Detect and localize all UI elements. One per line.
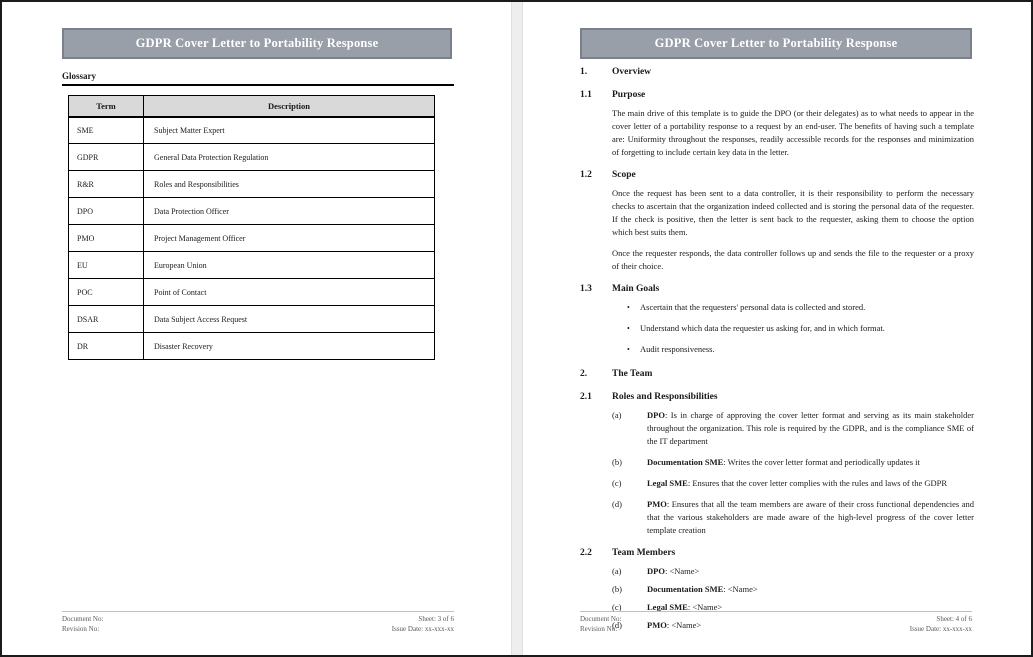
- page-gutter: [511, 2, 523, 655]
- list-item: [627, 301, 974, 314]
- page-sheet-3: [2, 2, 511, 655]
- member-value: : <Name>: [664, 566, 700, 576]
- list-item: [627, 343, 974, 356]
- role-label: Legal SME: [647, 478, 688, 488]
- role-text: : Is in charge of approving the cover letter format and serving as its main stakeholder throughout the organization. This role is required by the GDPR, and is the compliance SME of the IT department: [647, 410, 974, 446]
- document-title: GDPR Cover Letter to Portability Response: [135, 36, 379, 50]
- member-item-dpo: [612, 565, 974, 578]
- footer-issue-date: Issue Date: xx-xxx-xx: [909, 625, 972, 633]
- term-cell: DR: [69, 333, 144, 360]
- list-item: [627, 322, 974, 335]
- section-heading-scope: [580, 169, 974, 182]
- section-heading-the-team: [580, 368, 974, 381]
- section-number: 2.1: [580, 392, 592, 402]
- list-marker: (c): [612, 602, 622, 612]
- page-footer: [62, 611, 454, 637]
- member-value: : <Name>: [666, 620, 702, 630]
- footer-document-no: Document No:: [580, 615, 622, 623]
- title-banner: [580, 28, 972, 59]
- term-cell: DSAR: [69, 306, 144, 333]
- description-cell: European Union: [144, 252, 435, 279]
- description-cell: Data Protection Officer: [144, 198, 435, 225]
- section-title: The Team: [612, 369, 653, 379]
- list-marker: (d): [612, 499, 622, 509]
- bullet-icon: •: [627, 345, 630, 354]
- glossary-heading: Glossary: [62, 71, 97, 81]
- section-number: 1.: [580, 67, 588, 77]
- table-header-row: [69, 96, 435, 117]
- table-row: [69, 252, 435, 279]
- section-title: Purpose: [612, 90, 646, 100]
- section-number: 2.: [580, 369, 588, 379]
- role-text: : Writes the cover letter format and periodically updates it: [723, 457, 920, 467]
- scope-paragraph-2: Once the requester responds, the data controller follows up and sends the file to the requester or a proxy of their choice.: [612, 248, 974, 271]
- table-row: [69, 171, 435, 198]
- footer-document-no: Document No:: [62, 615, 104, 623]
- role-text: : Ensures that all the team members are aware of their cross functional dependencies and that the various stakeholders are made aware of the high-level progress of the cover letter template creation: [647, 499, 974, 535]
- description-cell: Point of Contact: [144, 279, 435, 306]
- member-item-documentation-sme: [612, 583, 974, 596]
- list-marker: (d): [612, 620, 622, 630]
- section-heading-roles-responsibilities: [580, 391, 974, 404]
- footer-right: [910, 614, 972, 634]
- member-label: DPO: [647, 566, 665, 576]
- table-row: [69, 225, 435, 252]
- title-banner: [62, 28, 452, 59]
- column-header-description: Description: [144, 96, 435, 117]
- list-marker: (c): [612, 478, 622, 488]
- footer-revision-no: Revision No:: [580, 625, 618, 633]
- table-row: [69, 198, 435, 225]
- table-row: [69, 279, 435, 306]
- description-cell: Disaster Recovery: [144, 333, 435, 360]
- section-heading-main-goals: [580, 283, 974, 296]
- description-cell: Subject Matter Expert: [144, 117, 435, 144]
- term-cell: GDPR: [69, 144, 144, 171]
- section-title: Team Members: [612, 548, 676, 558]
- main-goals-list: [627, 301, 974, 356]
- member-label: Legal SME: [647, 602, 688, 612]
- member-label: PMO: [647, 620, 667, 630]
- scope-paragraph-1: Once the request has been sent to a data controller, it is their responsibility to perform the necessary checks to ascertain that the organization indeed collected and is storing the personal data of the requester. If the check is positive, then the letter is sent back to the requester, asking them to choose the option which best suits them.: [612, 188, 974, 237]
- list-item-text: Audit responsiveness.: [640, 344, 715, 354]
- list-item-text: Ascertain that the requesters' personal data is collected and stored.: [640, 302, 866, 312]
- footer-issue-date: Issue Date: xx-xxx-xx: [391, 625, 454, 633]
- role-label: Documentation SME: [647, 457, 724, 467]
- document-title: GDPR Cover Letter to Portability Response: [654, 36, 898, 50]
- page-body: [580, 66, 974, 637]
- list-marker: (b): [612, 584, 622, 594]
- footer-revision-no: Revision No:: [62, 625, 100, 633]
- bullet-icon: •: [627, 303, 630, 312]
- role-text: : Ensures that the cover letter complies with the rules and laws of the GDPR: [687, 478, 948, 488]
- description-cell: Roles and Responsibilities: [144, 171, 435, 198]
- description-cell: Project Management Officer: [144, 225, 435, 252]
- role-label: PMO: [647, 499, 667, 509]
- heading-rule: [62, 84, 454, 86]
- footer-right: [392, 614, 454, 634]
- member-value: : <Name>: [723, 584, 758, 594]
- term-cell: DPO: [69, 198, 144, 225]
- description-cell: Data Subject Access Request: [144, 306, 435, 333]
- list-item-dpo: [612, 409, 974, 448]
- term-cell: SME: [69, 117, 144, 144]
- role-label: DPO: [647, 410, 665, 420]
- footer-sheet: Sheet: 4 of 6: [936, 615, 972, 623]
- description-cell: General Data Protection Regulation: [144, 144, 435, 171]
- section-heading-overview: [580, 66, 974, 79]
- section-title: Main Goals: [612, 284, 660, 294]
- table-row: [69, 333, 435, 360]
- section-title: Scope: [612, 170, 636, 180]
- list-item-documentation-sme: [612, 456, 974, 469]
- footer-left: [580, 614, 621, 634]
- column-header-term: Term: [69, 96, 144, 117]
- section-number: 1.1: [580, 90, 592, 100]
- term-cell: PMO: [69, 225, 144, 252]
- section-heading-purpose: [580, 89, 974, 102]
- footer-left: [62, 614, 103, 634]
- purpose-paragraph: The main drive of this template is to guide the DPO (or their delegates) as to what needs to appear in the cover letter of a portability response to a request by an end-user. The benefits of having such a template are: Uniformity throughout the responses, readily accessible records for the responses and minimization of forgetting to include certain key data in the letter.: [612, 108, 974, 157]
- member-value: : <Name>: [687, 602, 723, 612]
- footer-sheet: Sheet: 3 of 6: [418, 615, 454, 623]
- table-row: [69, 144, 435, 171]
- section-number: 1.2: [580, 170, 592, 180]
- list-marker: (a): [612, 566, 622, 576]
- glossary-table: [68, 95, 435, 360]
- term-cell: POC: [69, 279, 144, 306]
- list-marker: (b): [612, 457, 622, 467]
- list-item-legal-sme: [612, 477, 974, 490]
- section-title: Roles and Responsibilities: [612, 392, 718, 402]
- section-title: Overview: [612, 67, 652, 77]
- table-row: [69, 117, 435, 144]
- section-heading-team-members: [580, 547, 974, 560]
- term-cell: R&R: [69, 171, 144, 198]
- page-sheet-4: [523, 2, 1031, 655]
- bullet-icon: •: [627, 324, 630, 333]
- member-label: Documentation SME: [647, 584, 724, 594]
- list-marker: (a): [612, 410, 622, 420]
- list-item-pmo: [612, 498, 974, 537]
- page-footer: [580, 611, 972, 637]
- list-item-text: Understand which data the requester us asking for, and in which format.: [640, 323, 885, 333]
- term-cell: EU: [69, 252, 144, 279]
- section-number: 1.3: [580, 284, 592, 294]
- section-number: 2.2: [580, 548, 592, 558]
- table-row: [69, 306, 435, 333]
